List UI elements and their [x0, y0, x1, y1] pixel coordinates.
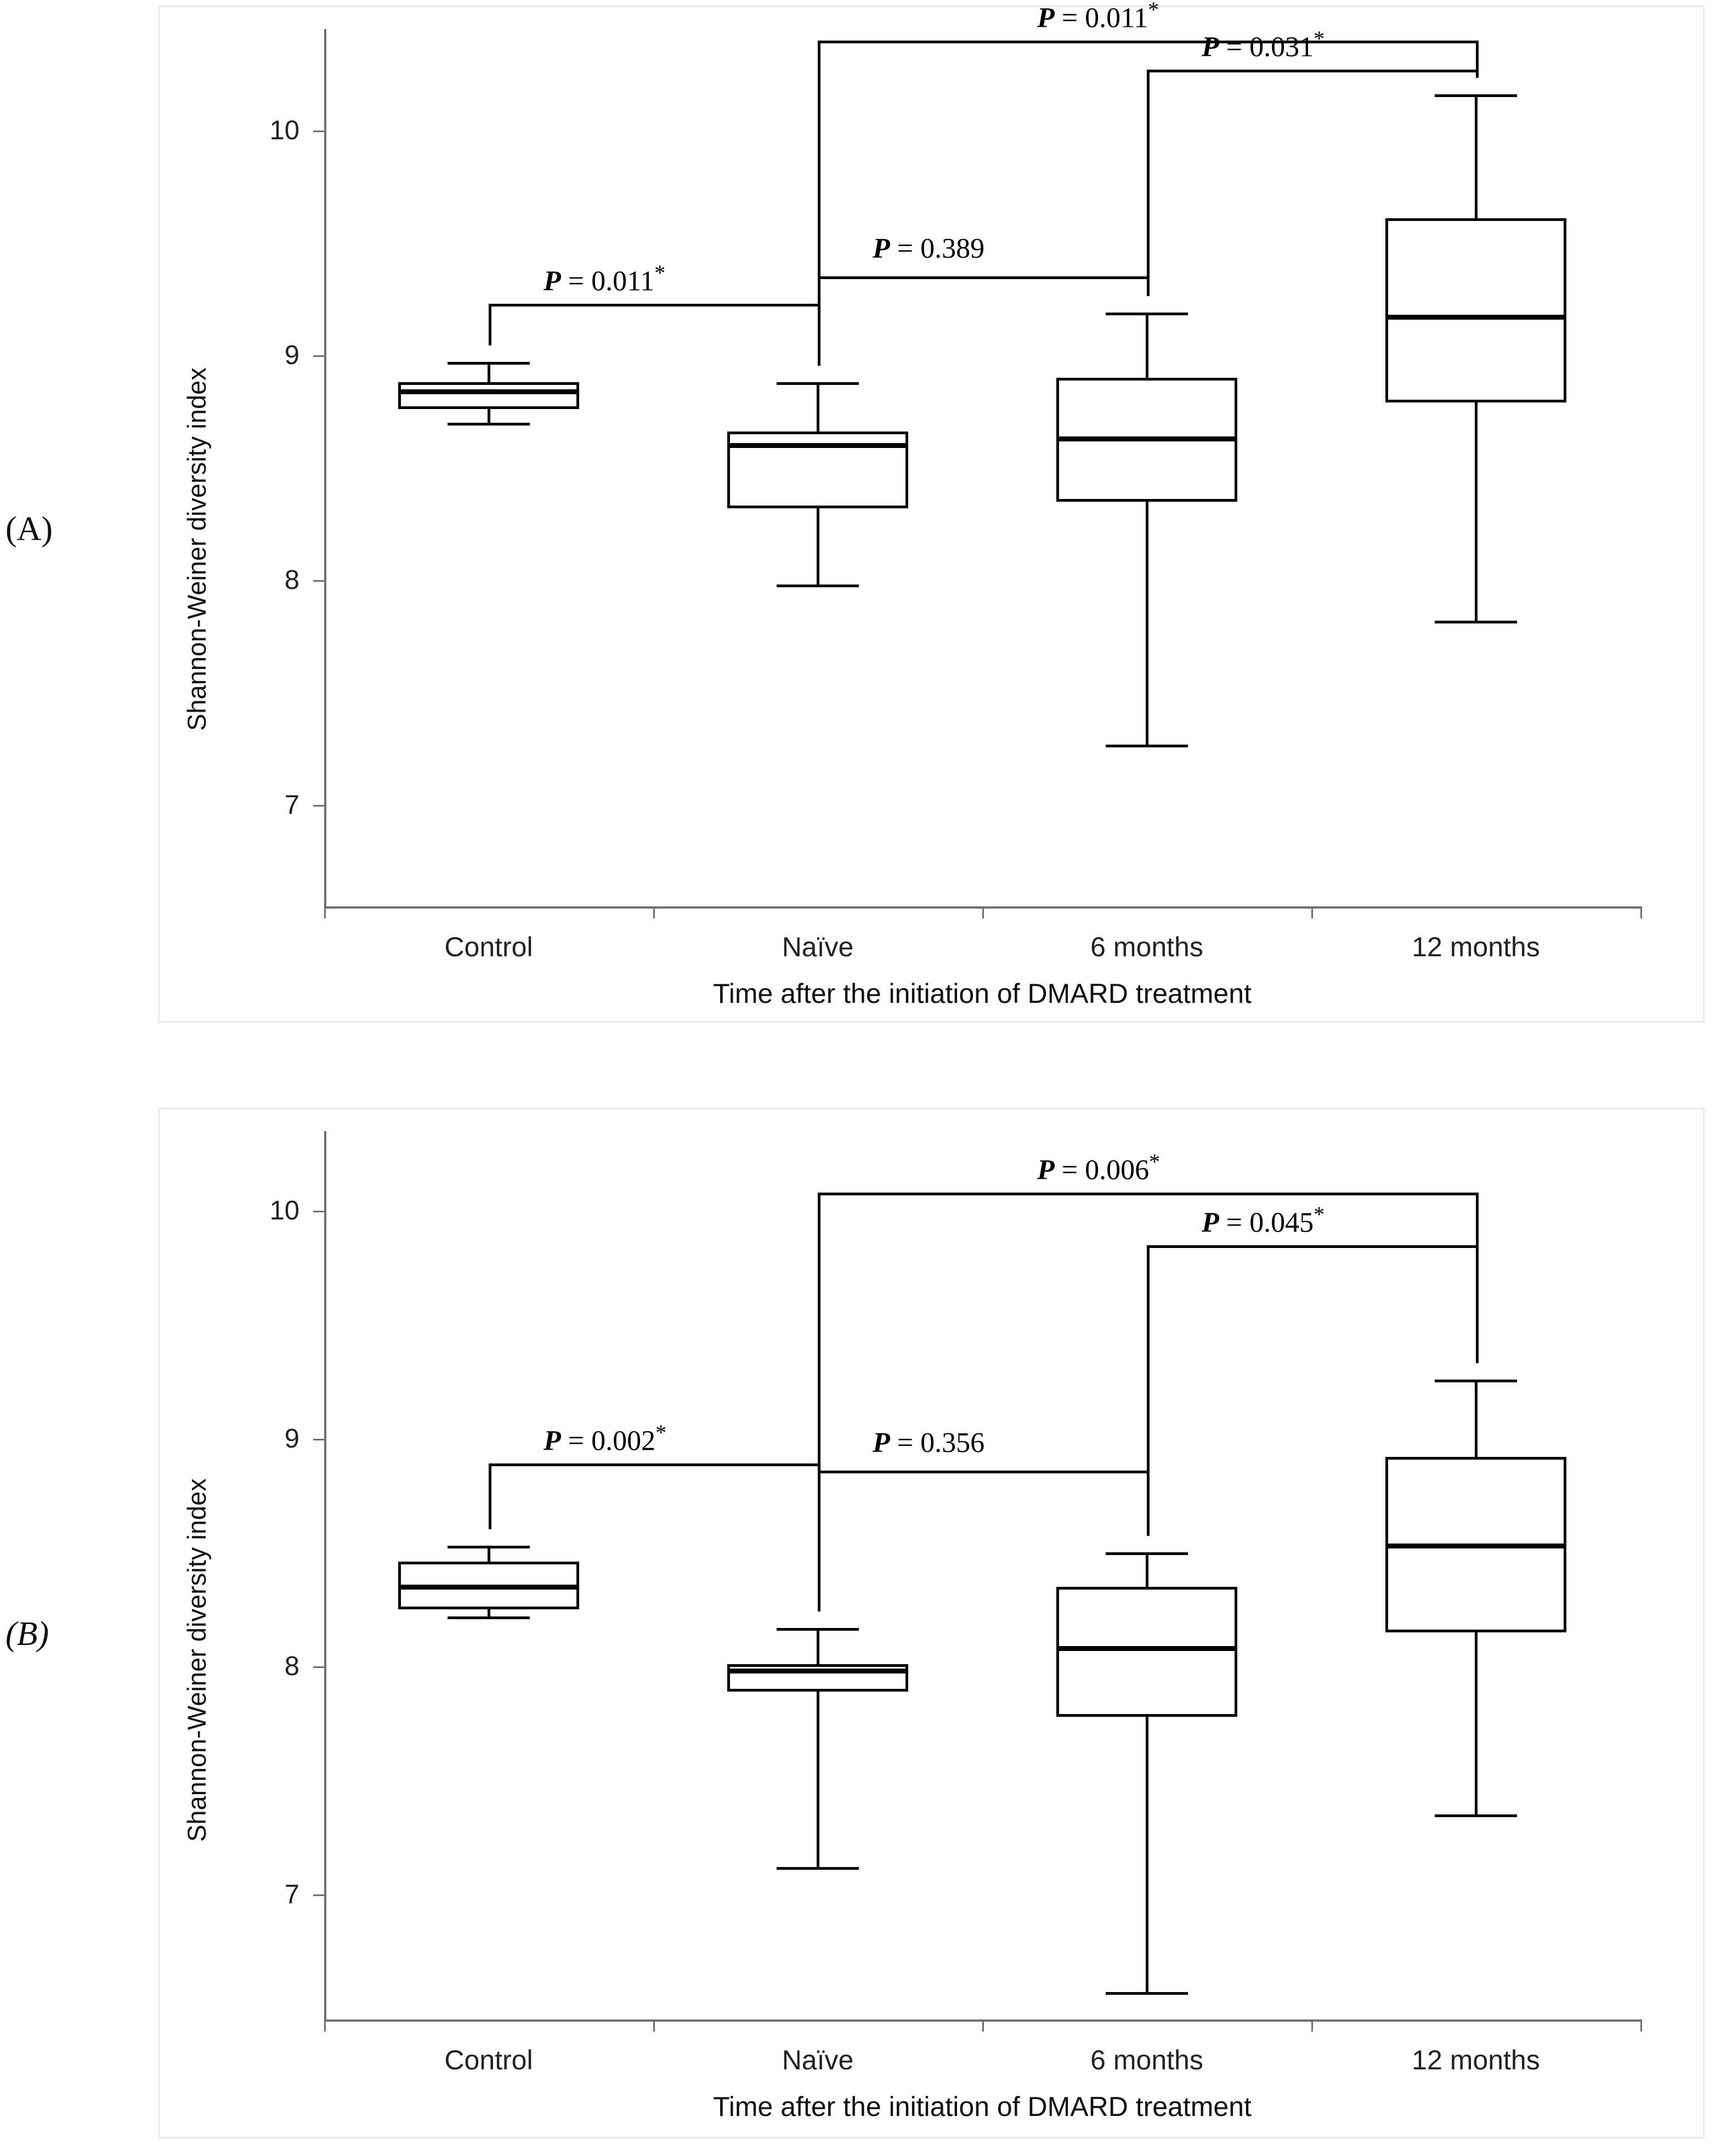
x-tick — [982, 2019, 984, 2032]
panel-label-b: (B) — [5, 1615, 49, 1653]
panel-label-a: (A) — [5, 510, 53, 548]
x-tick — [1640, 906, 1642, 918]
y-tick-label: 9 — [284, 1423, 299, 1454]
y-tick — [313, 355, 324, 357]
x-tick-label: 6 months — [1090, 2045, 1203, 2075]
x-axis-label: Time after the initiation of DMARD treatment — [713, 978, 1252, 1009]
x-tick — [653, 906, 655, 918]
y-tick-label: 7 — [284, 1879, 299, 1909]
x-tick-label: 12 months — [1412, 932, 1540, 962]
x-tick-label: Control — [444, 932, 533, 962]
x-tick — [982, 906, 984, 918]
p-value-label: P = 0.045* — [1202, 1201, 1325, 1239]
y-tick — [313, 805, 324, 807]
y-tick-label: 7 — [284, 790, 299, 820]
x-tick-label: Naïve — [782, 932, 854, 962]
y-tick-label: 10 — [269, 1196, 299, 1226]
y-axis-label: Shannon-Weiner diversity index — [182, 1478, 211, 1842]
x-tick-label: 6 months — [1090, 932, 1203, 962]
x-tick-label: Naïve — [782, 2045, 854, 2075]
x-tick — [653, 2019, 655, 2032]
chart-panel-b — [158, 1108, 1705, 2138]
y-tick-label: 8 — [284, 1652, 299, 1682]
plot-area-b — [182, 1131, 1640, 2122]
y-tick — [313, 131, 324, 132]
y-axis-label: Shannon-Weiner diversity index — [182, 367, 211, 731]
y-tick-label: 9 — [284, 340, 299, 370]
y-tick — [313, 1666, 324, 1668]
x-tick-label: Control — [444, 2045, 533, 2075]
p-value-label: P = 0.389 — [873, 233, 985, 265]
p-value-label: P = 0.031* — [1202, 26, 1325, 63]
x-axis-label: Time after the initiation of DMARD treatment — [713, 2091, 1252, 2122]
y-tick — [313, 580, 324, 582]
y-tick-label: 10 — [269, 115, 299, 145]
chart-panel-a — [158, 0, 1705, 1023]
x-tick — [1640, 2019, 1642, 2032]
x-tick-label: 12 months — [1412, 2045, 1540, 2075]
y-tick — [313, 1894, 324, 1896]
p-value-label: P = 0.002* — [544, 1420, 667, 1457]
x-tick — [1311, 2019, 1313, 2032]
significance-bracket — [324, 29, 1640, 906]
p-value-label: P = 0.356 — [873, 1427, 985, 1459]
significance-bracket — [324, 1131, 1640, 2019]
p-value-label: P = 0.011* — [544, 260, 666, 297]
p-value-label: P = 0.006* — [1037, 1149, 1161, 1186]
y-tick-label: 8 — [284, 565, 299, 595]
x-tick — [324, 2019, 326, 2032]
plot-area-a — [182, 0, 1640, 1009]
p-value-label: P = 0.011* — [1037, 0, 1159, 33]
x-tick — [324, 906, 326, 918]
x-tick — [1311, 906, 1313, 918]
y-tick — [313, 1439, 324, 1440]
y-tick — [313, 1211, 324, 1212]
